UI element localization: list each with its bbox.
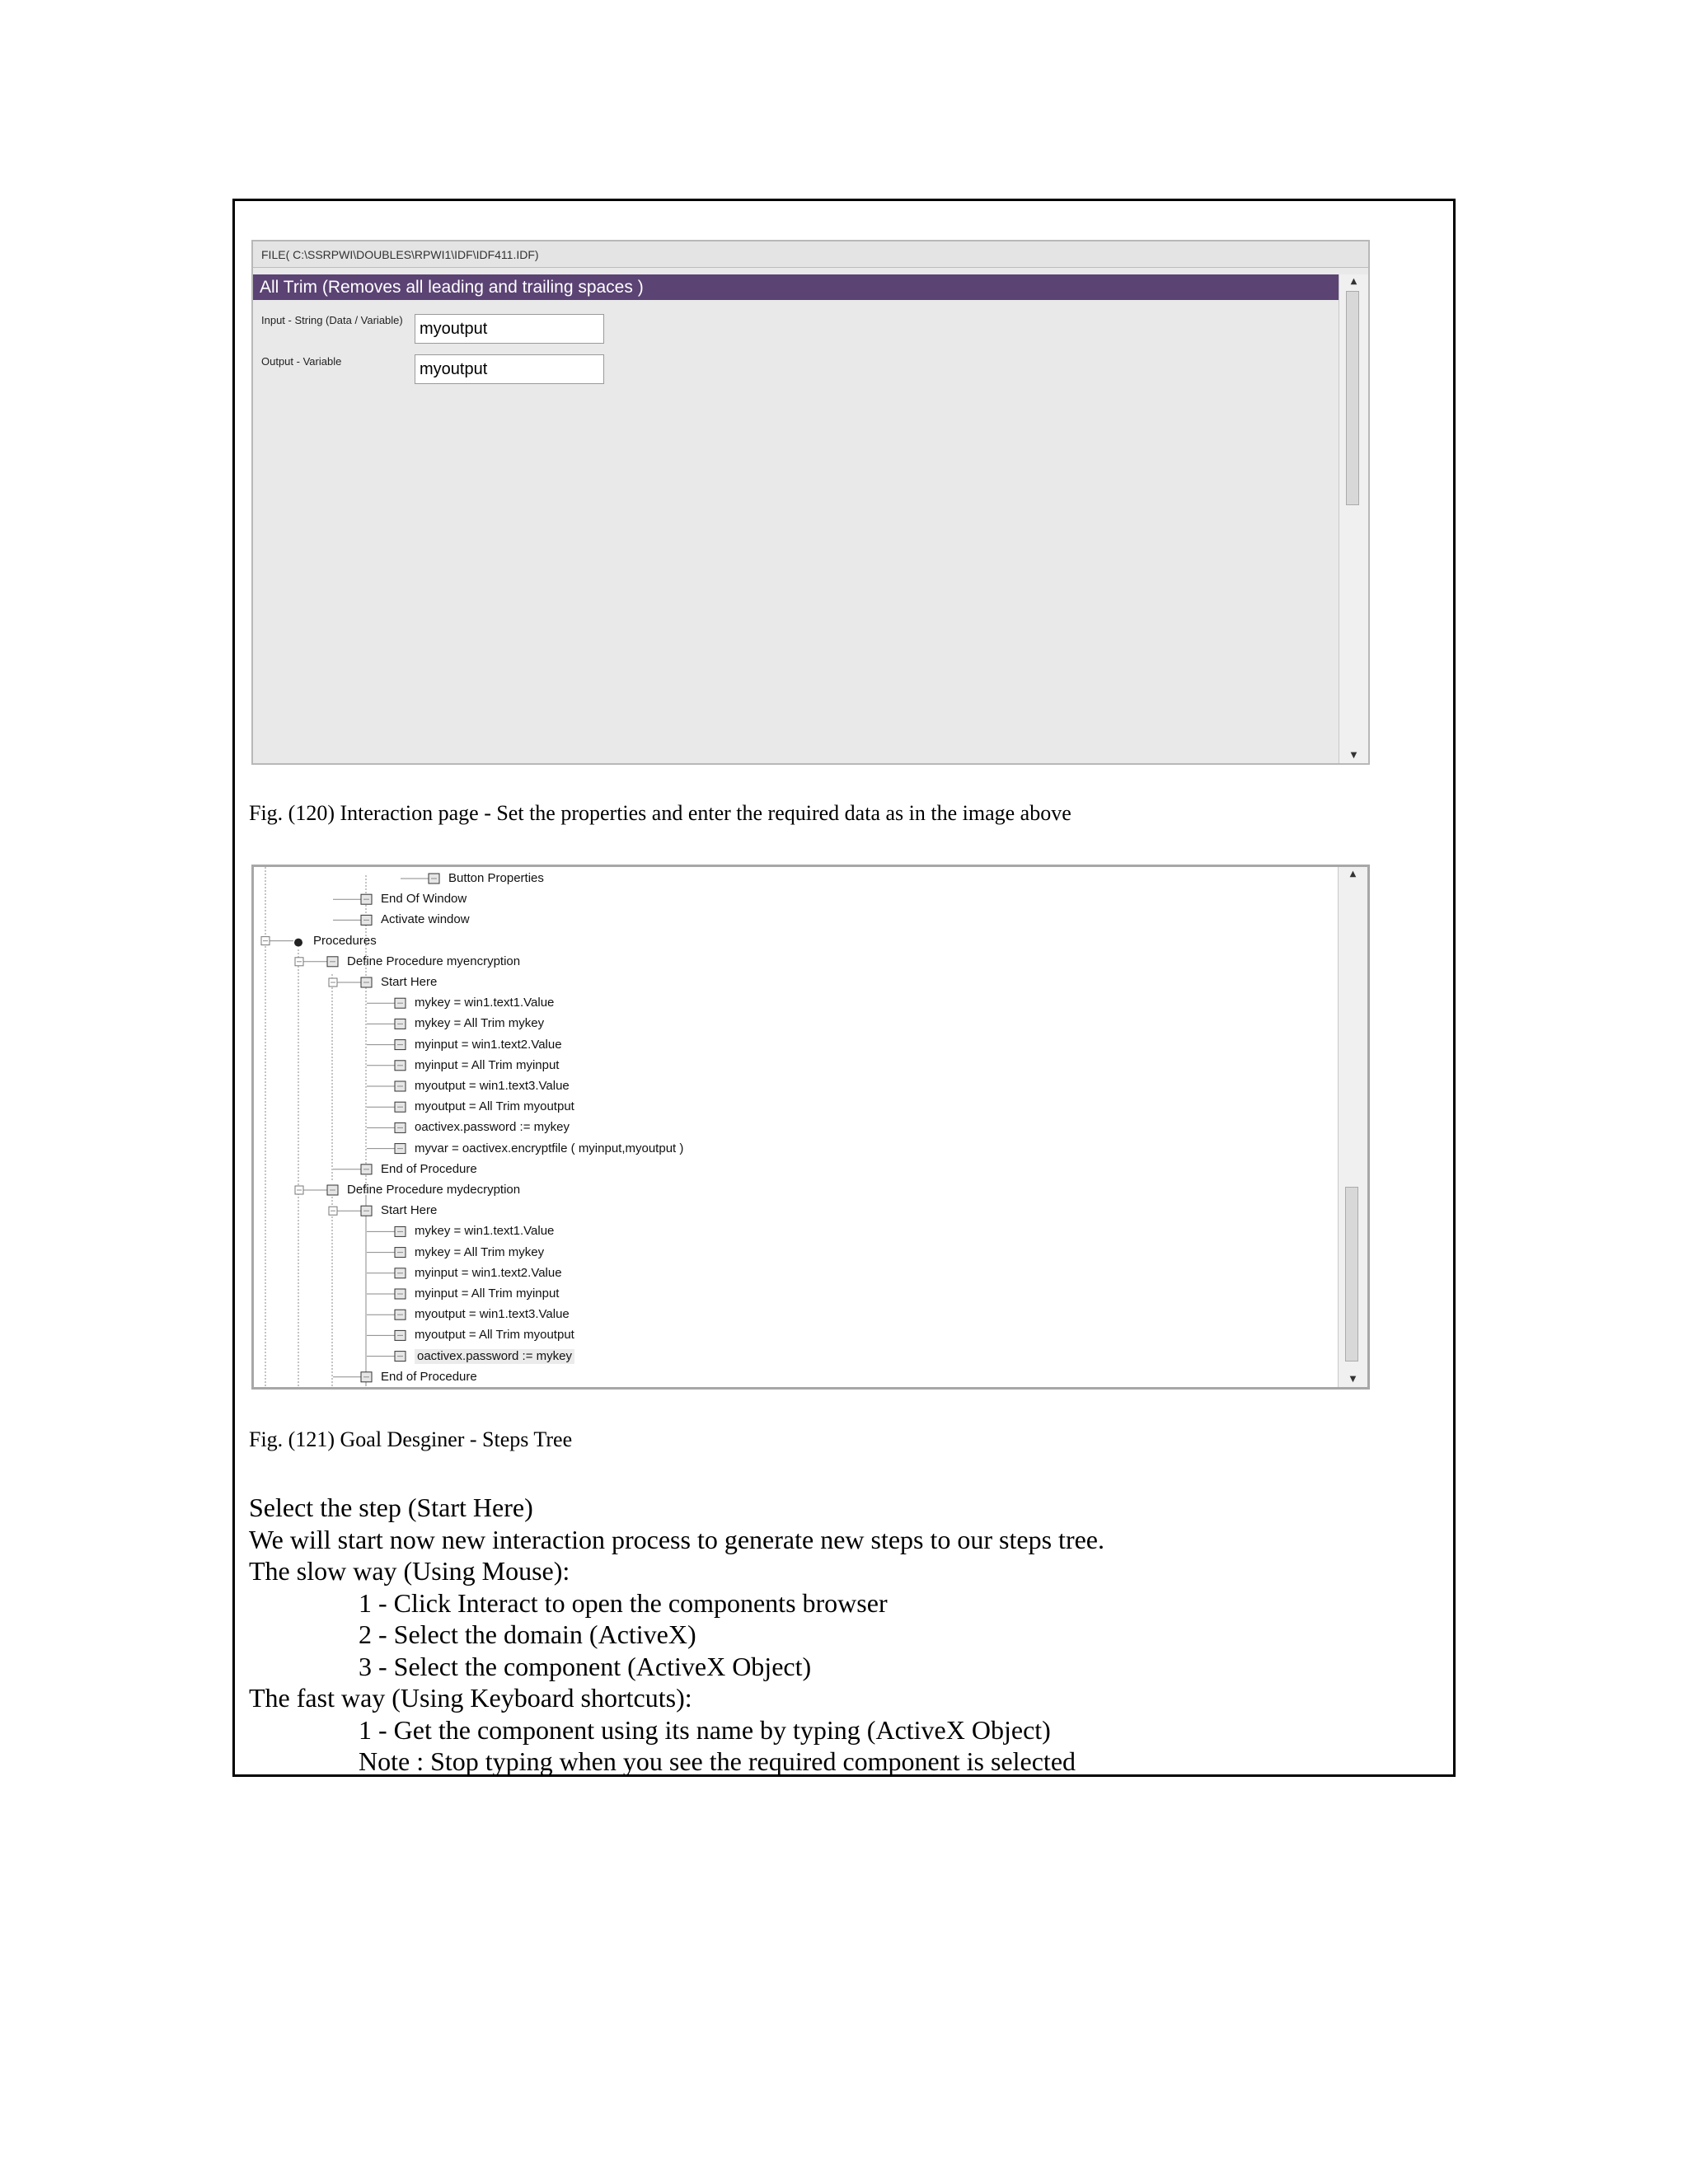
instruction-step: 1 - Click Interact to open the components browser bbox=[359, 1588, 888, 1618]
tree-node[interactable]: myinput = win1.text2.Value bbox=[415, 1037, 562, 1052]
tree-node[interactable]: Define Procedure mydecryption bbox=[347, 1183, 521, 1197]
instruction-step: 2 - Select the domain (ActiveX) bbox=[359, 1619, 696, 1649]
scroll-up-icon[interactable]: ▲ bbox=[1349, 869, 1357, 879]
input-field[interactable]: myoutput bbox=[415, 314, 604, 344]
procedures-node-icon bbox=[294, 939, 302, 947]
scroll-down-icon[interactable]: ▼ bbox=[1350, 751, 1357, 760]
tree-node[interactable]: mykey = win1.text1.Value bbox=[415, 996, 555, 1010]
tree-node[interactable]: myoutput = All Trim myoutput bbox=[415, 1099, 574, 1114]
tree-node[interactable]: End of Procedure bbox=[381, 1369, 477, 1384]
instruction-line: Select the step (Start Here) bbox=[249, 1493, 533, 1522]
file-path-bar: FILE( C:\SSRPWI\DOUBLES\RPWI1\IDF\IDF411.IDF) bbox=[253, 241, 1368, 268]
tree-node[interactable]: myinput = All Trim myinput bbox=[415, 1286, 560, 1301]
tree-node[interactable]: myoutput = All Trim myoutput bbox=[415, 1328, 574, 1343]
tree-node[interactable]: Procedures bbox=[313, 933, 377, 948]
tree-node[interactable]: End of Procedure bbox=[381, 1161, 477, 1176]
tree-node[interactable]: oactivex.password := mykey bbox=[415, 1349, 574, 1364]
tree-node[interactable]: myvar = oactivex.encryptfile ( myinput,myoutput ) bbox=[415, 1141, 684, 1155]
tree-node[interactable]: Define Procedure myencryption bbox=[347, 954, 521, 968]
tree-node[interactable]: myinput = All Trim myinput bbox=[415, 1057, 560, 1072]
instruction-line: The slow way (Using Mouse): bbox=[249, 1556, 570, 1586]
tree-node[interactable]: myinput = win1.text2.Value bbox=[415, 1265, 562, 1280]
instruction-step: 3 - Select the component (ActiveX Object) bbox=[359, 1652, 812, 1681]
scroll-thumb[interactable] bbox=[1345, 1187, 1358, 1361]
steps-tree-screenshot bbox=[251, 865, 1370, 1390]
interaction-page-screenshot bbox=[251, 240, 1370, 765]
steps-tree[interactable] bbox=[254, 867, 1342, 1387]
instruction-note: Note : Stop typing when you see the required component is selected bbox=[359, 1746, 1076, 1776]
tree-node[interactable]: Start Here bbox=[381, 1203, 438, 1218]
tree-vertical-scrollbar[interactable] bbox=[1338, 867, 1367, 1387]
tree-node[interactable]: Start Here bbox=[381, 975, 438, 989]
scroll-up-icon[interactable]: ▲ bbox=[1350, 277, 1357, 286]
tree-node[interactable]: myoutput = win1.text3.Value bbox=[415, 1307, 570, 1322]
instruction-step: 1 - Get the component using its name by typing (ActiveX Object) bbox=[359, 1715, 1051, 1745]
scroll-thumb[interactable] bbox=[1346, 291, 1359, 505]
tree-node[interactable]: Activate window bbox=[381, 912, 470, 927]
tree-node[interactable]: mykey = win1.text1.Value bbox=[415, 1224, 555, 1239]
tree-node[interactable]: oactivex.password := mykey bbox=[415, 1120, 570, 1135]
tree-node[interactable]: myoutput = win1.text3.Value bbox=[415, 1079, 570, 1093]
component-title-bar: All Trim (Removes all leading and trailing spaces ) bbox=[253, 274, 1340, 300]
tree-node[interactable]: mykey = All Trim mykey bbox=[415, 1016, 545, 1031]
scroll-down-icon[interactable]: ▼ bbox=[1349, 1375, 1357, 1384]
figure-caption-121: Fig. (121) Goal Desginer - Steps Tree bbox=[249, 1427, 573, 1451]
output-field[interactable]: myoutput bbox=[415, 354, 604, 384]
tree-node[interactable]: Button Properties bbox=[448, 871, 544, 885]
figure-caption-120: Fig. (120) Interaction page - Set the properties and enter the required data as in the image above bbox=[249, 801, 1071, 825]
vertical-scrollbar[interactable] bbox=[1339, 274, 1368, 763]
tree-node[interactable]: mykey = All Trim mykey bbox=[415, 1244, 545, 1259]
input-label: Input - String (Data / Variable) bbox=[261, 314, 403, 326]
tree-node[interactable]: End Of Window bbox=[381, 892, 467, 907]
instruction-line: We will start now new interaction process to generate new steps to our steps tree. bbox=[249, 1525, 1104, 1554]
instruction-line: The fast way (Using Keyboard shortcuts): bbox=[249, 1683, 692, 1713]
output-label: Output - Variable bbox=[261, 355, 342, 368]
